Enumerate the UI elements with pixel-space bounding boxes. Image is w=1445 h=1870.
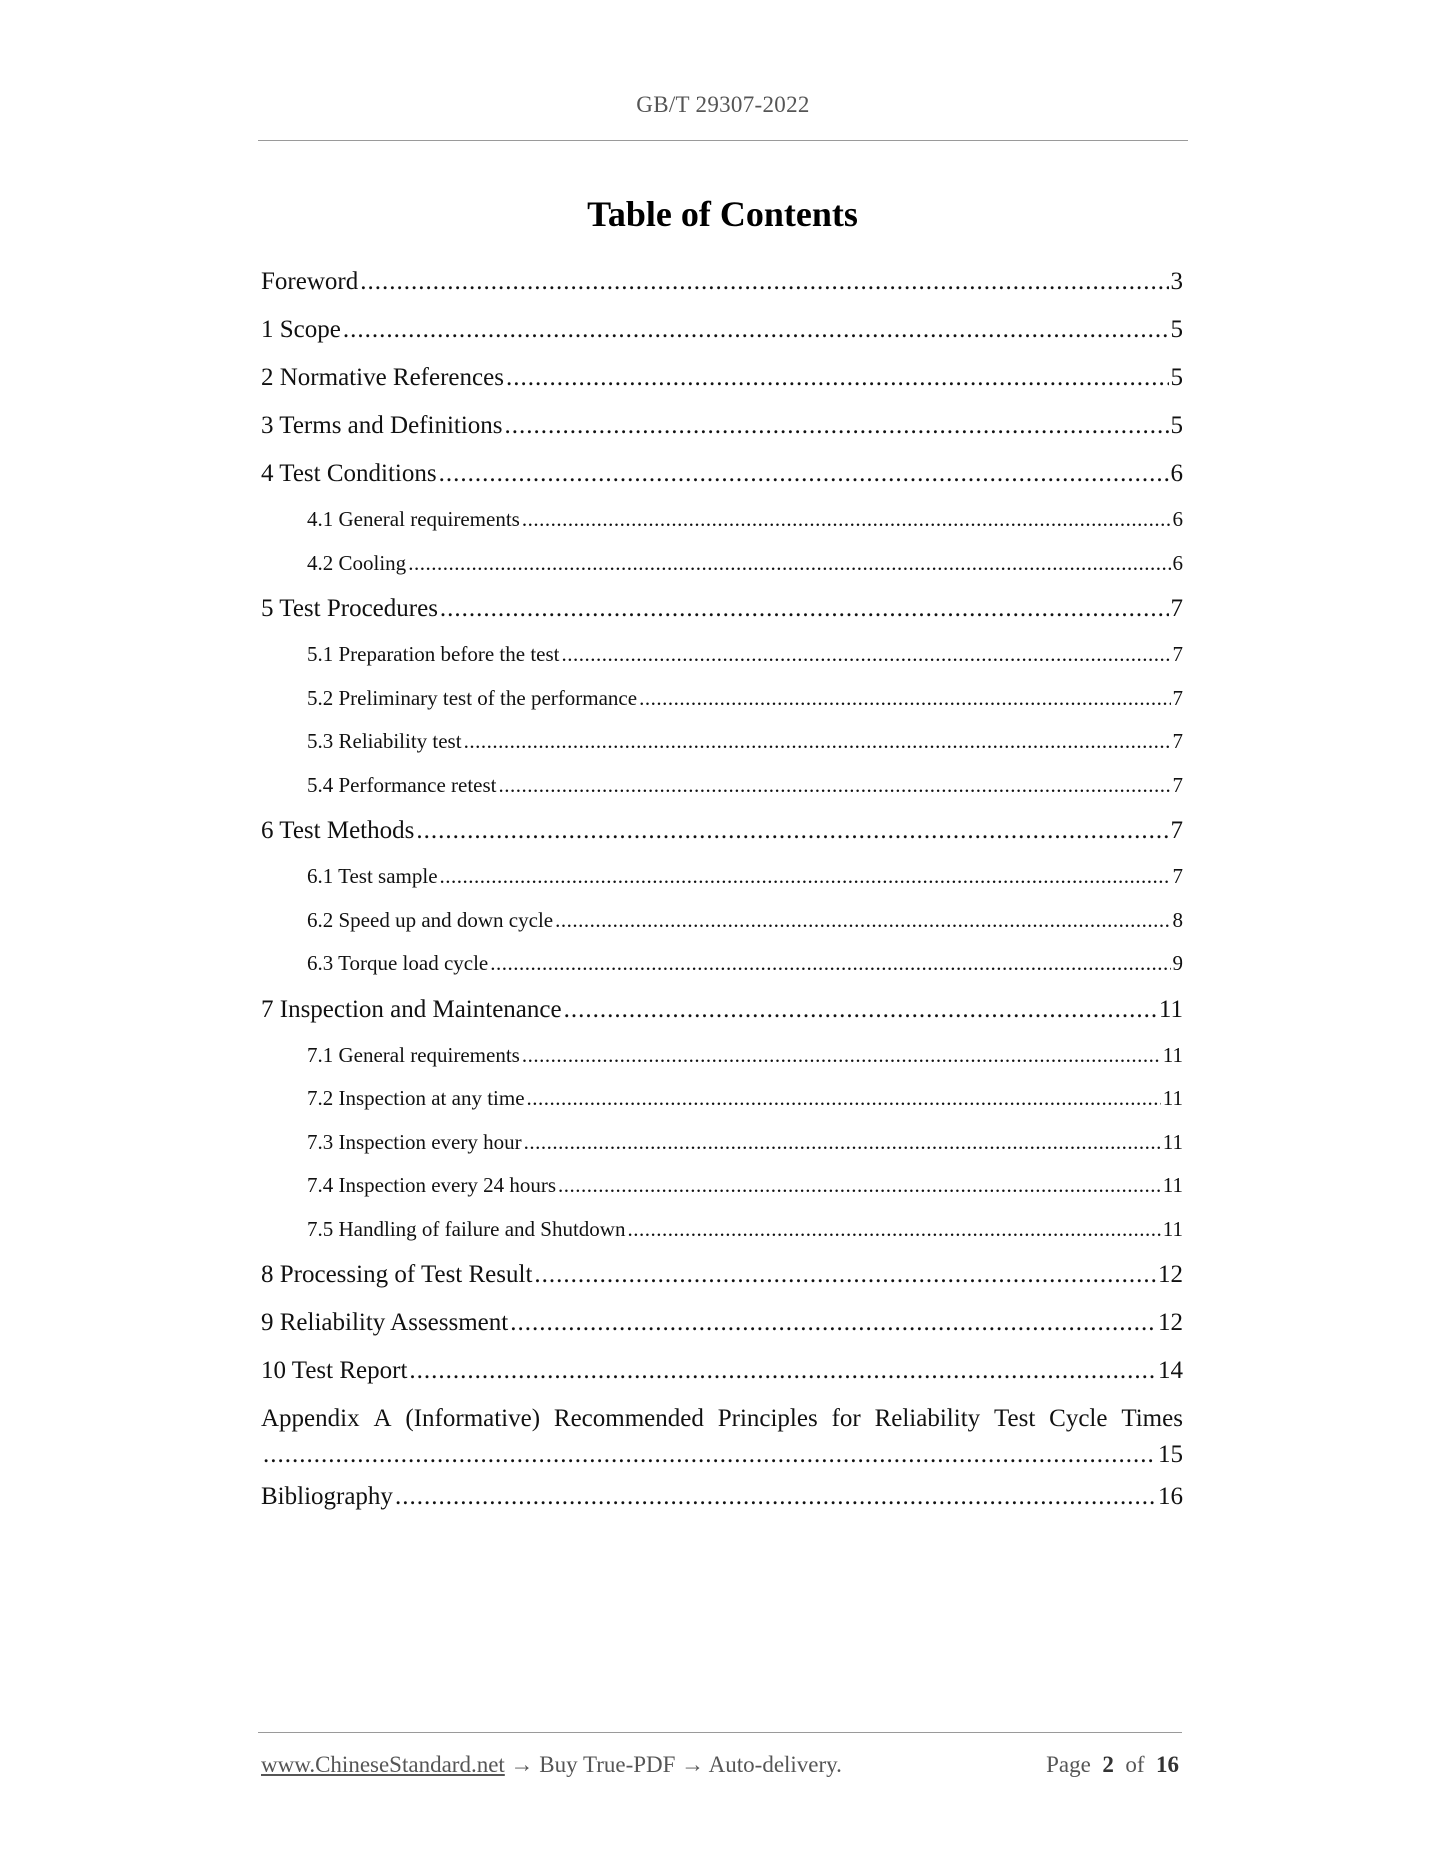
toc-entry-label: 4.1 General requirements [307, 507, 520, 531]
toc-subentry[interactable] [261, 764, 1183, 808]
leader-dots [534, 1251, 1156, 1299]
toc-page-number: 11 [1162, 1173, 1183, 1197]
toc-page-number: 7 [1170, 817, 1183, 844]
appendix-title-word: Appendix [261, 1405, 360, 1432]
toc-subentry[interactable] [261, 1034, 1183, 1078]
leader-dots [505, 402, 1169, 450]
toc-entry-appendix-a[interactable] [261, 1401, 1183, 1473]
toc-page-number: 5 [1170, 412, 1183, 439]
leader-dots [527, 1077, 1161, 1121]
toc-entry[interactable] [261, 402, 1183, 450]
toc-page-number: 6 [1172, 507, 1183, 531]
toc-page-number: 15 [1158, 1441, 1183, 1468]
appendix-title-word: Cycle [1049, 1405, 1108, 1432]
toc-subentry[interactable] [261, 942, 1183, 986]
appendix-title-word: for [831, 1405, 861, 1432]
toc-entry[interactable] [261, 585, 1183, 633]
toc-entry-label: 5.2 Preliminary test of the performance [307, 685, 638, 710]
toc-subentry[interactable] [261, 542, 1183, 586]
toc-entry-label: 7.3 Inspection every hour [307, 1129, 522, 1154]
leader-dots [524, 1121, 1161, 1165]
total-pages: 16 [1156, 1752, 1179, 1777]
leader-dots [490, 942, 1170, 986]
website-link[interactable]: www.ChineseStandard.net [261, 1752, 505, 1777]
current-page: 2 [1102, 1752, 1114, 1777]
toc-page-number: 11 [1162, 1216, 1183, 1241]
leader-dots [522, 1034, 1161, 1078]
toc-entry-label: 5.4 Performance retest [307, 772, 497, 797]
toc-entry[interactable] [261, 1347, 1183, 1395]
toc-entry-label: 8 Processing of Test Result [261, 1261, 533, 1288]
toc-page-number: 14 [1158, 1357, 1183, 1384]
toc-entry[interactable] [261, 258, 1183, 306]
toc-page-number: 7 [1172, 864, 1183, 888]
toc-page-number: 12 [1158, 1309, 1183, 1336]
leader-dots [639, 677, 1170, 721]
toc-subentry[interactable] [261, 498, 1183, 542]
appendix-title-word: Test [994, 1405, 1036, 1432]
leader-dots [440, 855, 1171, 899]
leader-dots [343, 306, 1169, 354]
toc-entry-label: 7 Inspection and Maintenance [261, 995, 562, 1023]
footer-promo [261, 1752, 842, 1778]
toc-page-number: 7 [1172, 685, 1183, 710]
toc-page-number: 5 [1170, 364, 1183, 391]
toc-subentry[interactable] [261, 1121, 1183, 1165]
toc-page-number: 6 [1170, 460, 1183, 487]
toc-subentry[interactable] [261, 1208, 1183, 1252]
toc-entry-label: 5.3 Reliability test [307, 729, 462, 753]
toc-entry-label: 5 Test Procedures [261, 595, 438, 622]
toc-page-number: 6 [1172, 550, 1183, 575]
toc-subentry[interactable] [261, 720, 1183, 764]
page-header [258, 92, 1188, 141]
appendix-title-word: Reliability [874, 1405, 981, 1432]
appendix-title-word: (Informative) [405, 1405, 541, 1432]
toc-page-number: 7 [1172, 729, 1183, 753]
leader-dots [360, 258, 1168, 306]
document-id: GB/T 29307-2022 [636, 92, 810, 117]
leader-dots [562, 633, 1171, 677]
leader-dots [409, 1347, 1156, 1395]
toc-entry[interactable] [261, 1299, 1183, 1347]
toc-entry-label: 6 Test Methods [261, 817, 415, 844]
toc-entry-label: 10 Test Report [261, 1357, 408, 1384]
toc-entry[interactable] [261, 986, 1183, 1034]
toc-entry[interactable] [261, 306, 1183, 354]
toc-entry-label: 6.1 Test sample [307, 864, 438, 888]
appendix-title-word: Principles [717, 1405, 818, 1432]
appendix-title-word: A [373, 1405, 392, 1432]
toc-page-number: 11 [1162, 1129, 1183, 1154]
toc-page-number: 11 [1162, 1086, 1183, 1110]
toc-page-number: 11 [1162, 1042, 1183, 1067]
appendix-title-word: Times [1121, 1405, 1183, 1432]
leader-dots [510, 1299, 1156, 1347]
toc-subentry[interactable] [261, 1077, 1183, 1121]
toc-page-number: 12 [1158, 1261, 1183, 1288]
leader-dots [499, 764, 1171, 808]
toc-entry-label: 2 Normative References [261, 364, 504, 391]
toc-subentry[interactable] [261, 677, 1183, 721]
leader-dots [439, 450, 1169, 498]
toc-entry[interactable] [261, 450, 1183, 498]
footer-divider [258, 1732, 1182, 1733]
toc-entry-label: 5.1 Preparation before the test [307, 642, 560, 666]
toc-entry-label: Foreword [261, 268, 359, 295]
toc-subentry[interactable] [261, 1164, 1183, 1208]
toc-page-number: 9 [1172, 951, 1183, 975]
toc-entry[interactable] [261, 807, 1183, 855]
leader-dots [522, 498, 1171, 542]
toc-page-number: 3 [1170, 268, 1183, 295]
toc-entry-label: 7.2 Inspection at any time [307, 1086, 525, 1110]
toc-entry-label: 9 Reliability Assessment [261, 1309, 509, 1336]
page-indicator: Page 2 of 16 [1046, 1752, 1179, 1777]
toc-entry-label: 6.2 Speed up and down cycle [307, 907, 554, 932]
leader-dots [263, 1437, 1156, 1473]
toc-page-number: 8 [1172, 907, 1183, 932]
toc-page-number: 5 [1170, 316, 1183, 343]
leader-dots [464, 720, 1171, 764]
toc-entry-label: 4.2 Cooling [307, 550, 407, 575]
toc-page-number: 16 [1158, 1483, 1183, 1510]
leader-dots [440, 585, 1169, 633]
toc-subentry[interactable] [261, 633, 1183, 677]
toc-page-number: 7 [1172, 642, 1183, 666]
toc-subentry[interactable] [261, 855, 1183, 899]
leader-dots [627, 1208, 1160, 1252]
toc-entry-label: Bibliography [261, 1483, 393, 1510]
toc-subentry[interactable] [261, 899, 1183, 943]
toc-entry-label: 7.1 General requirements [307, 1042, 520, 1067]
leader-dots [416, 807, 1168, 855]
toc-entry-label: 7.5 Handling of failure and Shutdown [307, 1216, 626, 1241]
leader-dots [506, 354, 1169, 402]
toc-entry-label: 6.3 Torque load cycle [307, 951, 489, 975]
leader-dots [564, 986, 1157, 1034]
appendix-title-word: Recommended [553, 1405, 704, 1432]
footer-tail-text: → Buy True-PDF → Auto-delivery. [510, 1752, 842, 1777]
toc-page-number: 7 [1172, 772, 1183, 797]
table-of-contents [261, 258, 1183, 1521]
toc-entry-label: 3 Terms and Definitions [261, 412, 503, 439]
leader-dots [555, 899, 1170, 943]
leader-dots [395, 1473, 1156, 1521]
leader-dots [408, 542, 1170, 586]
leader-dots [558, 1164, 1161, 1208]
toc-page-number: 7 [1170, 595, 1183, 622]
toc-entry-bibliography[interactable] [261, 1473, 1183, 1521]
toc-entry-label: 7.4 Inspection every 24 hours [307, 1173, 557, 1197]
page-footer [261, 1752, 1179, 1778]
page-title: Table of Contents [587, 194, 858, 234]
toc-entry-label: 4 Test Conditions [261, 460, 437, 487]
toc-page-number: 11 [1158, 995, 1183, 1023]
toc-entry[interactable] [261, 1251, 1183, 1299]
toc-entry-label: 1 Scope [261, 316, 341, 343]
toc-entry[interactable] [261, 354, 1183, 402]
